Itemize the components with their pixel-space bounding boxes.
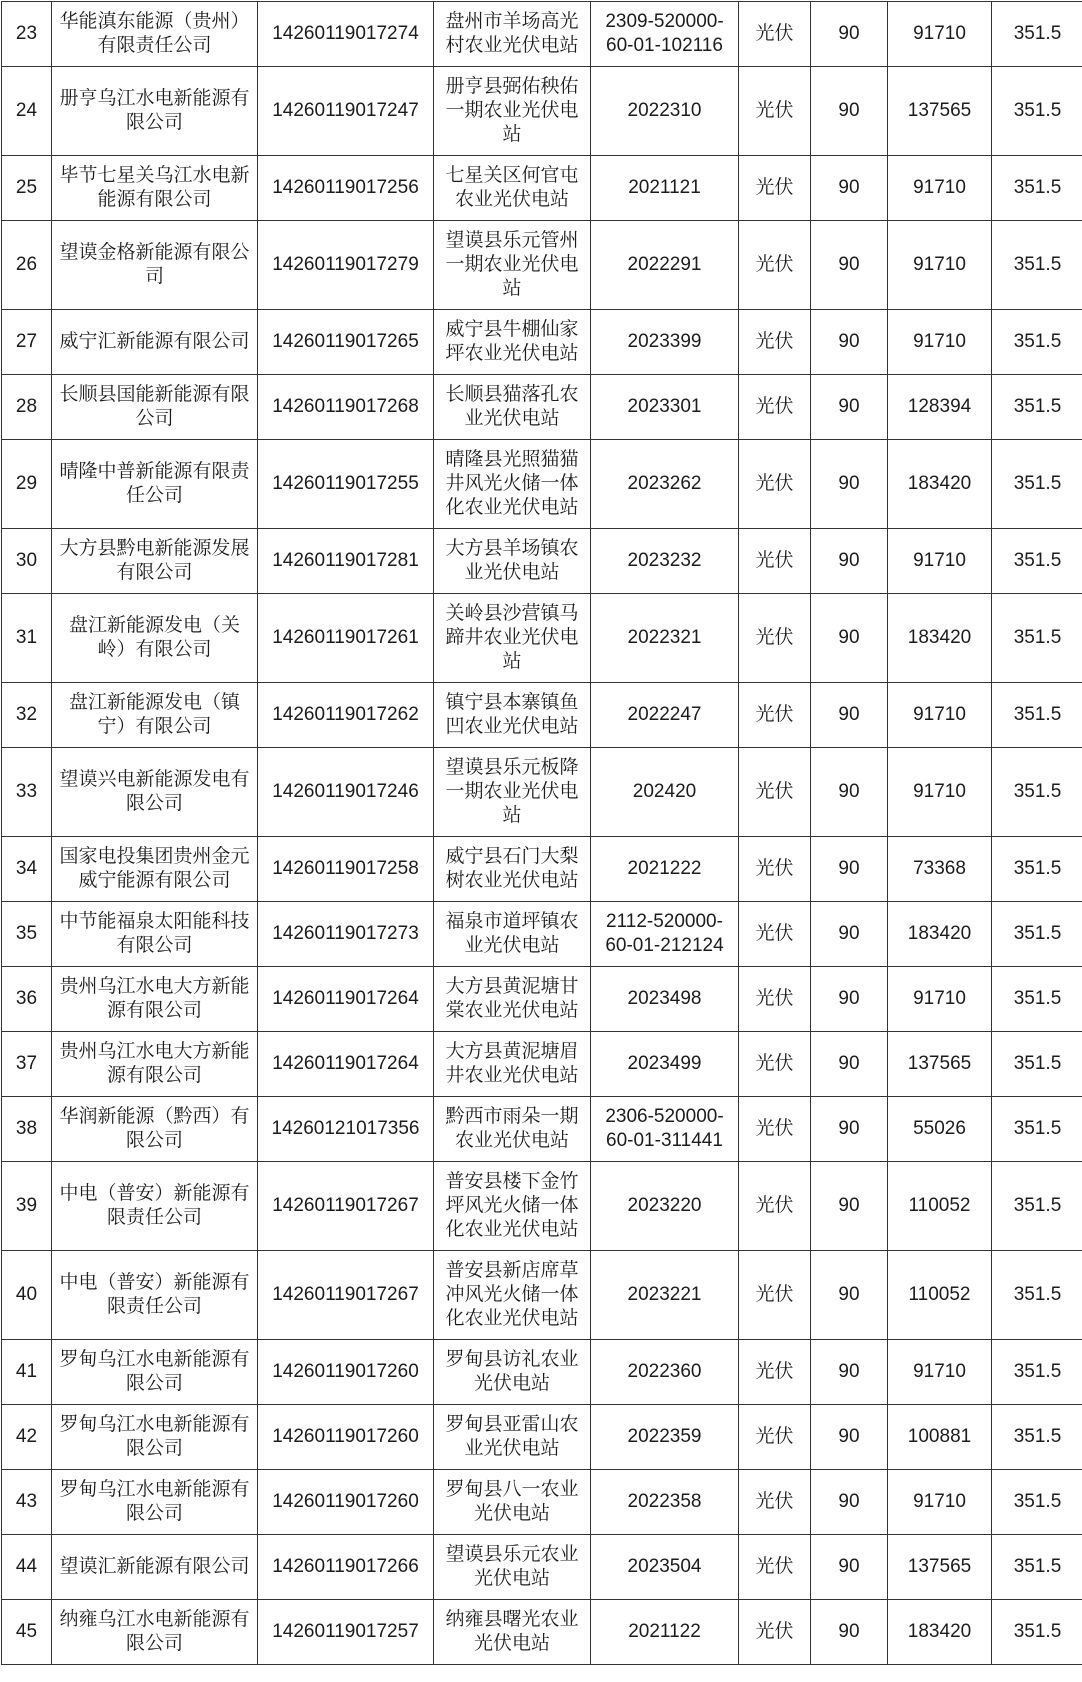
cell-value-90: 90 [811, 967, 888, 1032]
cell-license-code: 14260119017262 [258, 683, 434, 748]
cell-rate: 351.5 [992, 1251, 1082, 1340]
cell-station-name: 威宁县牛棚仙家坪农业光伏电站 [434, 310, 591, 375]
table-row [2, 967, 1082, 1032]
cell-energy-type: 光伏 [739, 837, 811, 902]
cell-value-90: 90 [811, 156, 888, 221]
cell-station-name: 普安县新店席草冲风光火储一体化农业光伏电站 [434, 1251, 591, 1340]
table-row [2, 683, 1082, 748]
cell-row-number: 26 [2, 221, 52, 310]
cell-license-code: 14260119017246 [258, 748, 434, 837]
cell-row-number: 41 [2, 1340, 52, 1405]
cell-station-name: 望谟县乐元板降一期农业光伏电站 [434, 748, 591, 837]
table-row [2, 1251, 1082, 1340]
cell-company-name: 中节能福泉太阳能科技有限公司 [52, 902, 258, 967]
cell-company-name: 贵州乌江水电大方新能源有限公司 [52, 967, 258, 1032]
cell-amount: 91710 [888, 156, 992, 221]
cell-license-code: 14260119017273 [258, 902, 434, 967]
cell-row-number: 37 [2, 1032, 52, 1097]
table-row [2, 67, 1082, 156]
table-row [2, 594, 1082, 683]
table-row [2, 1405, 1082, 1470]
cell-row-number: 39 [2, 1162, 52, 1251]
cell-energy-type: 光伏 [739, 1340, 811, 1405]
cell-rate: 351.5 [992, 1097, 1082, 1162]
cell-license-code: 14260119017256 [258, 156, 434, 221]
cell-rate: 351.5 [992, 1340, 1082, 1405]
cell-amount: 91710 [888, 967, 992, 1032]
cell-value-90: 90 [811, 748, 888, 837]
cell-project-code: 2022358 [591, 1470, 739, 1535]
cell-row-number: 45 [2, 1600, 52, 1665]
cell-amount: 137565 [888, 67, 992, 156]
cell-row-number: 32 [2, 683, 52, 748]
cell-row-number: 24 [2, 67, 52, 156]
cell-energy-type: 光伏 [739, 683, 811, 748]
table-row [2, 1600, 1082, 1665]
cell-amount: 183420 [888, 594, 992, 683]
cell-project-code: 2022291 [591, 221, 739, 310]
cell-license-code: 14260119017257 [258, 1600, 434, 1665]
cell-project-code: 2023232 [591, 529, 739, 594]
cell-energy-type: 光伏 [739, 2, 811, 67]
cell-company-name: 大方县黔电新能源发展有限公司 [52, 529, 258, 594]
cell-company-name: 贵州乌江水电大方新能源有限公司 [52, 1032, 258, 1097]
cell-project-code: 2021122 [591, 1600, 739, 1665]
cell-energy-type: 光伏 [739, 1251, 811, 1340]
table-row [2, 2, 1082, 67]
cell-value-90: 90 [811, 837, 888, 902]
cell-energy-type: 光伏 [739, 156, 811, 221]
cell-rate: 351.5 [992, 1600, 1082, 1665]
cell-station-name: 长顺县猫落孔农业光伏电站 [434, 375, 591, 440]
cell-company-name: 盘江新能源发电（关岭）有限公司 [52, 594, 258, 683]
cell-energy-type: 光伏 [739, 1535, 811, 1600]
cell-station-name: 望谟县乐元管州一期农业光伏电站 [434, 221, 591, 310]
cell-value-90: 90 [811, 1535, 888, 1600]
cell-value-90: 90 [811, 1470, 888, 1535]
cell-row-number: 43 [2, 1470, 52, 1535]
cell-station-name: 福泉市道坪镇农业光伏电站 [434, 902, 591, 967]
cell-amount: 91710 [888, 1340, 992, 1405]
cell-rate: 351.5 [992, 440, 1082, 529]
cell-project-code: 2306-520000-60-01-311441 [591, 1097, 739, 1162]
cell-value-90: 90 [811, 1251, 888, 1340]
cell-company-name: 罗甸乌江水电新能源有限公司 [52, 1470, 258, 1535]
cell-amount: 128394 [888, 375, 992, 440]
cell-energy-type: 光伏 [739, 594, 811, 683]
cell-station-name: 七星关区何官屯农业光伏电站 [434, 156, 591, 221]
cell-energy-type: 光伏 [739, 1097, 811, 1162]
cell-license-code: 14260119017279 [258, 221, 434, 310]
cell-energy-type: 光伏 [739, 67, 811, 156]
cell-company-name: 长顺县国能新能源有限公司 [52, 375, 258, 440]
cell-amount: 91710 [888, 2, 992, 67]
cell-rate: 351.5 [992, 529, 1082, 594]
cell-station-name: 册亨县弼佑秧佑一期农业光伏电站 [434, 67, 591, 156]
table-row [2, 1097, 1082, 1162]
cell-project-code: 2023498 [591, 967, 739, 1032]
cell-station-name: 纳雍县曙光农业光伏电站 [434, 1600, 591, 1665]
cell-amount: 91710 [888, 683, 992, 748]
cell-value-90: 90 [811, 1340, 888, 1405]
cell-value-90: 90 [811, 67, 888, 156]
cell-project-code: 2022359 [591, 1405, 739, 1470]
cell-rate: 351.5 [992, 1535, 1082, 1600]
cell-amount: 91710 [888, 310, 992, 375]
cell-amount: 55026 [888, 1097, 992, 1162]
cell-company-name: 晴隆中普新能源有限责任公司 [52, 440, 258, 529]
cell-license-code: 14260119017266 [258, 1535, 434, 1600]
cell-rate: 351.5 [992, 748, 1082, 837]
cell-company-name: 华能滇东能源（贵州）有限责任公司 [52, 2, 258, 67]
cell-project-code: 2023301 [591, 375, 739, 440]
cell-station-name: 晴隆县光照猫猫井风光火储一体化农业光伏电站 [434, 440, 591, 529]
cell-rate: 351.5 [992, 67, 1082, 156]
cell-row-number: 30 [2, 529, 52, 594]
cell-value-90: 90 [811, 440, 888, 529]
cell-energy-type: 光伏 [739, 967, 811, 1032]
cell-project-code: 202420 [591, 748, 739, 837]
cell-value-90: 90 [811, 902, 888, 967]
cell-amount: 91710 [888, 1470, 992, 1535]
table-row [2, 310, 1082, 375]
cell-energy-type: 光伏 [739, 1470, 811, 1535]
cell-energy-type: 光伏 [739, 1405, 811, 1470]
cell-license-code: 14260119017264 [258, 1032, 434, 1097]
table-row [2, 221, 1082, 310]
cell-rate: 351.5 [992, 1405, 1082, 1470]
cell-station-name: 盘州市羊场高光村农业光伏电站 [434, 2, 591, 67]
cell-station-name: 大方县羊场镇农业光伏电站 [434, 529, 591, 594]
cell-company-name: 望谟金格新能源有限公司 [52, 221, 258, 310]
cell-value-90: 90 [811, 2, 888, 67]
table-row [2, 156, 1082, 221]
cell-project-code: 2021121 [591, 156, 739, 221]
cell-energy-type: 光伏 [739, 440, 811, 529]
cell-company-name: 罗甸乌江水电新能源有限公司 [52, 1405, 258, 1470]
cell-station-name: 罗甸县访礼农业光伏电站 [434, 1340, 591, 1405]
cell-project-code: 2021222 [591, 837, 739, 902]
cell-license-code: 14260119017268 [258, 375, 434, 440]
cell-station-name: 大方县黄泥塘眉井农业光伏电站 [434, 1032, 591, 1097]
cell-row-number: 23 [2, 2, 52, 67]
cell-company-name: 中电（普安）新能源有限责任公司 [52, 1251, 258, 1340]
cell-company-name: 国家电投集团贵州金元威宁能源有限公司 [52, 837, 258, 902]
table-row [2, 529, 1082, 594]
cell-project-code: 2022310 [591, 67, 739, 156]
cell-station-name: 普安县楼下金竹坪风光火储一体化农业光伏电站 [434, 1162, 591, 1251]
cell-company-name: 望谟兴电新能源发电有限公司 [52, 748, 258, 837]
cell-rate: 351.5 [992, 683, 1082, 748]
cell-project-code: 2023220 [591, 1162, 739, 1251]
cell-energy-type: 光伏 [739, 375, 811, 440]
cell-energy-type: 光伏 [739, 748, 811, 837]
cell-project-code: 2023262 [591, 440, 739, 529]
cell-value-90: 90 [811, 310, 888, 375]
cell-amount: 91710 [888, 221, 992, 310]
cell-license-code: 14260119017260 [258, 1470, 434, 1535]
cell-row-number: 33 [2, 748, 52, 837]
cell-rate: 351.5 [992, 375, 1082, 440]
cell-project-code: 2112-520000-60-01-212124 [591, 902, 739, 967]
cell-value-90: 90 [811, 683, 888, 748]
cell-project-code: 2023399 [591, 310, 739, 375]
pv-station-table [1, 1, 1082, 1665]
cell-license-code: 14260119017265 [258, 310, 434, 375]
table-body [2, 2, 1082, 1665]
table-row [2, 1340, 1082, 1405]
cell-row-number: 27 [2, 310, 52, 375]
table-row [2, 1032, 1082, 1097]
cell-amount: 110052 [888, 1251, 992, 1340]
cell-license-code: 14260119017261 [258, 594, 434, 683]
cell-row-number: 28 [2, 375, 52, 440]
cell-row-number: 40 [2, 1251, 52, 1340]
cell-license-code: 14260119017258 [258, 837, 434, 902]
cell-value-90: 90 [811, 594, 888, 683]
cell-station-name: 大方县黄泥塘甘棠农业光伏电站 [434, 967, 591, 1032]
cell-energy-type: 光伏 [739, 529, 811, 594]
cell-rate: 351.5 [992, 1162, 1082, 1251]
cell-amount: 100881 [888, 1405, 992, 1470]
cell-license-code: 14260119017267 [258, 1251, 434, 1340]
cell-amount: 91710 [888, 529, 992, 594]
cell-rate: 351.5 [992, 221, 1082, 310]
table-row [2, 902, 1082, 967]
cell-station-name: 罗甸县八一农业光伏电站 [434, 1470, 591, 1535]
cell-energy-type: 光伏 [739, 1162, 811, 1251]
cell-rate: 351.5 [992, 156, 1082, 221]
cell-license-code: 14260119017255 [258, 440, 434, 529]
cell-value-90: 90 [811, 1405, 888, 1470]
cell-license-code: 14260119017247 [258, 67, 434, 156]
cell-project-code: 2023499 [591, 1032, 739, 1097]
cell-value-90: 90 [811, 1032, 888, 1097]
cell-energy-type: 光伏 [739, 1600, 811, 1665]
cell-amount: 110052 [888, 1162, 992, 1251]
cell-row-number: 44 [2, 1535, 52, 1600]
cell-amount: 183420 [888, 440, 992, 529]
cell-row-number: 36 [2, 967, 52, 1032]
cell-station-name: 关岭县沙营镇马蹄井农业光伏电站 [434, 594, 591, 683]
cell-license-code: 14260121017356 [258, 1097, 434, 1162]
cell-rate: 351.5 [992, 594, 1082, 683]
cell-energy-type: 光伏 [739, 221, 811, 310]
cell-energy-type: 光伏 [739, 310, 811, 375]
cell-row-number: 29 [2, 440, 52, 529]
cell-company-name: 华润新能源（黔西）有限公司 [52, 1097, 258, 1162]
cell-project-code: 2023221 [591, 1251, 739, 1340]
cell-license-code: 14260119017267 [258, 1162, 434, 1251]
cell-license-code: 14260119017260 [258, 1340, 434, 1405]
cell-value-90: 90 [811, 1162, 888, 1251]
cell-project-code: 2022321 [591, 594, 739, 683]
cell-license-code: 14260119017260 [258, 1405, 434, 1470]
cell-row-number: 25 [2, 156, 52, 221]
cell-energy-type: 光伏 [739, 1032, 811, 1097]
table-row [2, 1470, 1082, 1535]
cell-company-name: 毕节七星关乌江水电新能源有限公司 [52, 156, 258, 221]
cell-energy-type: 光伏 [739, 902, 811, 967]
cell-rate: 351.5 [992, 1470, 1082, 1535]
cell-company-name: 罗甸乌江水电新能源有限公司 [52, 1340, 258, 1405]
table-row [2, 748, 1082, 837]
cell-license-code: 14260119017274 [258, 2, 434, 67]
cell-station-name: 镇宁县本寨镇鱼凹农业光伏电站 [434, 683, 591, 748]
cell-row-number: 38 [2, 1097, 52, 1162]
cell-company-name: 威宁汇新能源有限公司 [52, 310, 258, 375]
table-row [2, 1162, 1082, 1251]
cell-station-name: 威宁县石门大梨树农业光伏电站 [434, 837, 591, 902]
cell-company-name: 盘江新能源发电（镇宁）有限公司 [52, 683, 258, 748]
cell-rate: 351.5 [992, 902, 1082, 967]
cell-station-name: 黔西市雨朵一期农业光伏电站 [434, 1097, 591, 1162]
cell-project-code: 2022360 [591, 1340, 739, 1405]
cell-project-code: 2023504 [591, 1535, 739, 1600]
cell-rate: 351.5 [992, 1032, 1082, 1097]
cell-value-90: 90 [811, 529, 888, 594]
cell-value-90: 90 [811, 1097, 888, 1162]
cell-company-name: 册亨乌江水电新能源有限公司 [52, 67, 258, 156]
table-row [2, 440, 1082, 529]
cell-value-90: 90 [811, 221, 888, 310]
cell-station-name: 望谟县乐元农业光伏电站 [434, 1535, 591, 1600]
cell-amount: 137565 [888, 1535, 992, 1600]
cell-project-code: 2309-520000-60-01-102116 [591, 2, 739, 67]
cell-company-name: 纳雍乌江水电新能源有限公司 [52, 1600, 258, 1665]
cell-license-code: 14260119017281 [258, 529, 434, 594]
cell-station-name: 罗甸县亚雷山农业光伏电站 [434, 1405, 591, 1470]
cell-license-code: 14260119017264 [258, 967, 434, 1032]
cell-rate: 351.5 [992, 967, 1082, 1032]
table-row [2, 375, 1082, 440]
cell-amount: 91710 [888, 748, 992, 837]
cell-company-name: 中电（普安）新能源有限责任公司 [52, 1162, 258, 1251]
cell-row-number: 34 [2, 837, 52, 902]
cell-company-name: 望谟汇新能源有限公司 [52, 1535, 258, 1600]
table-row [2, 837, 1082, 902]
cell-amount: 73368 [888, 837, 992, 902]
cell-rate: 351.5 [992, 837, 1082, 902]
cell-rate: 351.5 [992, 310, 1082, 375]
cell-amount: 137565 [888, 1032, 992, 1097]
cell-value-90: 90 [811, 375, 888, 440]
cell-row-number: 35 [2, 902, 52, 967]
cell-value-90: 90 [811, 1600, 888, 1665]
cell-rate: 351.5 [992, 2, 1082, 67]
cell-amount: 183420 [888, 902, 992, 967]
cell-project-code: 2022247 [591, 683, 739, 748]
table-row [2, 1535, 1082, 1600]
cell-amount: 183420 [888, 1600, 992, 1665]
cell-row-number: 42 [2, 1405, 52, 1470]
cell-row-number: 31 [2, 594, 52, 683]
